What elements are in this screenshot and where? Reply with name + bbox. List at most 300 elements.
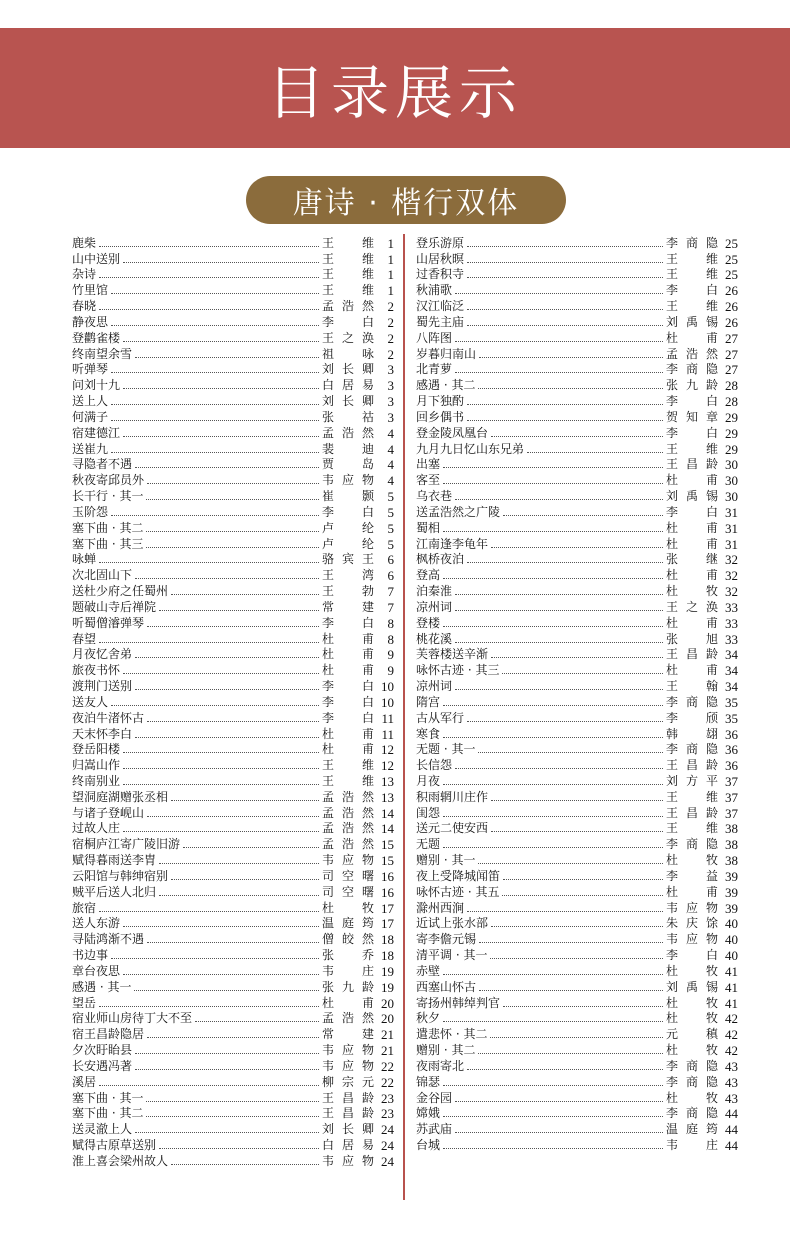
toc-entry-page: 8	[387, 615, 394, 631]
toc-leader-dots	[455, 768, 663, 769]
toc-entry	[72, 757, 394, 773]
toc-leader-dots	[111, 404, 319, 405]
toc-leader-dots	[183, 847, 319, 848]
toc-entry	[72, 377, 394, 393]
toc-entry-author: 王 维	[666, 267, 718, 282]
toc-entry-title: 无题	[416, 837, 441, 852]
toc-entry-page: 34	[725, 679, 738, 695]
toc-entry-page: 1	[387, 235, 394, 251]
toc-entry-title: 无题 · 其一	[416, 742, 476, 757]
toc-entry-title: 何满子	[72, 409, 109, 424]
toc-entry	[72, 441, 394, 457]
toc-entry-author: 王 维	[322, 283, 374, 298]
toc-entry-author: 杜 牧	[666, 1011, 718, 1026]
toc-entry-title: 望岳	[72, 995, 97, 1010]
toc-entry	[72, 520, 394, 536]
toc-entry-title: 清平调 · 其一	[416, 948, 488, 963]
toc-entry-title: 赋得暮雨送李胄	[72, 853, 157, 868]
toc-entry-title: 次北固山下	[72, 568, 133, 583]
toc-entry-page: 31	[725, 520, 738, 536]
column-divider	[403, 234, 405, 1200]
toc-leader-dots	[147, 1037, 319, 1038]
toc-entry-page: 15	[381, 837, 394, 853]
toc-entry-title: 北青萝	[416, 362, 453, 377]
toc-entry-title: 送灵澈上人	[72, 1122, 133, 1137]
toc-entry	[416, 821, 738, 837]
toc-entry-title: 贼平后送人北归	[72, 884, 157, 899]
toc-entry	[416, 852, 738, 868]
toc-entry-author: 韦应物	[322, 1153, 374, 1168]
toc-entry-title: 寻陆鸿渐不遇	[72, 932, 145, 947]
toc-entry-author: 孟浩然	[322, 821, 374, 836]
toc-entry	[72, 1058, 394, 1074]
toc-entry-author: 张 旭	[666, 631, 718, 646]
toc-entry-title: 过香积寺	[416, 267, 465, 282]
toc-entry	[416, 836, 738, 852]
toc-entry-author: 杜 甫	[322, 631, 374, 646]
toc-entry-author: 李 白	[322, 694, 374, 709]
toc-leader-dots	[123, 752, 319, 753]
toc-entry-author: 杜 牧	[666, 995, 718, 1010]
toc-entry-page: 11	[381, 726, 394, 742]
toc-entry	[416, 599, 738, 615]
toc-entry	[416, 805, 738, 821]
toc-entry	[416, 615, 738, 631]
toc-entry-title: 送友人	[72, 694, 109, 709]
toc-entry	[72, 1042, 394, 1058]
toc-entry-title: 赠别 · 其二	[416, 1043, 476, 1058]
toc-entry-title: 长信怨	[416, 758, 453, 773]
toc-entry-page: 26	[725, 299, 738, 315]
toc-leader-dots	[443, 816, 663, 817]
toc-entry-author: 朱庆馀	[666, 916, 718, 931]
toc-entry	[72, 821, 394, 837]
toc-leader-dots	[123, 262, 319, 263]
toc-entry-author: 刘禹锡	[666, 314, 718, 329]
toc-entry-title: 宿王昌龄隐居	[72, 1027, 145, 1042]
toc-leader-dots	[123, 341, 319, 342]
toc-entry-author: 卢 纶	[322, 536, 374, 551]
toc-entry-title: 月夜	[416, 773, 441, 788]
toc-entry-page: 2	[387, 346, 394, 362]
toc-entry-author: 李商隐	[666, 1058, 718, 1073]
toc-entry-author: 骆宾王	[322, 552, 374, 567]
toc-leader-dots	[147, 721, 319, 722]
toc-entry-page: 2	[387, 299, 394, 315]
toc-entry	[72, 916, 394, 932]
toc-leader-dots	[159, 1148, 319, 1149]
toc-entry-author: 韦应物	[322, 1043, 374, 1058]
toc-entry-author: 杜 甫	[322, 726, 374, 741]
toc-entry-author: 王 湾	[322, 568, 374, 583]
toc-entry-page: 18	[381, 948, 394, 964]
toc-entry	[72, 362, 394, 378]
toc-entry-page: 3	[387, 362, 394, 378]
toc-entry-title: 岁暮归南山	[416, 346, 477, 361]
toc-entry-author: 温庭筠	[322, 916, 374, 931]
toc-entry	[72, 1153, 394, 1169]
toc-entry-page: 43	[725, 1090, 738, 1106]
toc-entry	[416, 1042, 738, 1058]
toc-entry-title: 送崔九	[72, 441, 109, 456]
toc-entry-page: 5	[387, 536, 394, 552]
toc-entry-title: 登鹳雀楼	[72, 330, 121, 345]
toc-entry-title: 送元二使安西	[416, 821, 489, 836]
toc-leader-dots	[503, 1006, 663, 1007]
toc-leader-dots	[443, 1148, 663, 1149]
toc-entry-title: 寄李儋元锡	[416, 932, 477, 947]
toc-entry-title: 鹿柴	[72, 235, 97, 250]
toc-leader-dots	[111, 325, 319, 326]
toc-entry-title: 玉阶怨	[72, 504, 109, 519]
toc-entry-author: 王 维	[666, 299, 718, 314]
toc-entry	[72, 1011, 394, 1027]
toc-entry-title: 送孟浩然之广陵	[416, 504, 501, 519]
toc-entry-author: 孟浩然	[322, 805, 374, 820]
toc-entry-author: 张 乔	[322, 948, 374, 963]
toc-entry-author: 韩 翃	[666, 726, 718, 741]
toc-entry-title: 夜上受降城闻笛	[416, 868, 501, 883]
toc-entry	[416, 773, 738, 789]
toc-entry-author: 王昌龄	[666, 647, 718, 662]
toc-entry-author: 李 白	[322, 710, 374, 725]
toc-leader-dots	[123, 784, 319, 785]
toc-entry-author: 杜 牧	[666, 1090, 718, 1105]
toc-entry-page: 39	[725, 868, 738, 884]
toc-entry-author: 王昌龄	[322, 1106, 374, 1121]
toc-entry	[72, 615, 394, 631]
toc-entry-title: 咏怀古迹 · 其三	[416, 663, 500, 678]
toc-entry-page: 6	[387, 568, 394, 584]
toc-entry-title: 登乐游原	[416, 235, 465, 250]
toc-entry-author: 韦 庄	[322, 963, 374, 978]
toc-entry-page: 38	[725, 853, 738, 869]
toc-entry-page: 29	[725, 441, 738, 457]
toc-entry	[72, 931, 394, 947]
toc-entry	[72, 773, 394, 789]
toc-leader-dots	[171, 879, 319, 880]
toc-leader-dots	[455, 689, 663, 690]
toc-entry-author: 杜 牧	[322, 900, 374, 915]
toc-entry-page: 1	[387, 267, 394, 283]
toc-entry	[416, 314, 738, 330]
toc-entry-author: 王之涣	[322, 330, 374, 345]
toc-entry-title: 淮上喜会梁州故人	[72, 1153, 169, 1168]
toc-entry-author: 杜 甫	[666, 568, 718, 583]
toc-entry	[416, 947, 738, 963]
toc-entry	[416, 1090, 738, 1106]
toc-entry-page: 21	[381, 1027, 394, 1043]
toc-entry-author: 李 白	[666, 283, 718, 298]
toc-leader-dots	[135, 1069, 319, 1070]
toc-leader-dots	[146, 547, 319, 548]
toc-entry-author: 李商隐	[666, 742, 718, 757]
toc-entry-page: 6	[387, 552, 394, 568]
toc-entry-author: 李商隐	[666, 837, 718, 852]
toc-entry-page: 12	[381, 742, 394, 758]
toc-entry-author: 韦应物	[322, 1058, 374, 1073]
toc-leader-dots	[99, 246, 319, 247]
toc-leader-dots	[135, 657, 319, 658]
toc-leader-dots	[491, 831, 663, 832]
toc-leader-dots	[467, 721, 663, 722]
toc-entry	[72, 504, 394, 520]
toc-entry-page: 4	[387, 441, 394, 457]
toc-entry	[416, 1026, 738, 1042]
toc-entry	[416, 504, 738, 520]
toc-entry-author: 张九龄	[666, 378, 718, 393]
toc-entry-page: 29	[725, 409, 738, 425]
toc-leader-dots	[491, 436, 663, 437]
toc-entry-page: 3	[387, 378, 394, 394]
toc-entry-author: 王 翰	[666, 679, 718, 694]
toc-entry-author: 贾 岛	[322, 457, 374, 472]
toc-leader-dots	[467, 246, 663, 247]
toc-leader-dots	[455, 642, 663, 643]
toc-leader-dots	[503, 515, 663, 516]
toc-entry	[416, 726, 738, 742]
toc-entry	[72, 805, 394, 821]
toc-entry-title: 凉州词	[416, 679, 453, 694]
toc-entry-page: 25	[725, 235, 738, 251]
toc-leader-dots	[491, 547, 663, 548]
toc-leader-dots	[123, 388, 319, 389]
toc-leader-dots	[99, 562, 319, 563]
toc-entry-title: 夜雨寄北	[416, 1058, 465, 1073]
toc-leader-dots	[135, 467, 319, 468]
toc-leader-dots	[195, 1021, 319, 1022]
toc-entry	[72, 1106, 394, 1122]
toc-entry-author: 常 建	[322, 599, 374, 614]
toc-leader-dots	[146, 499, 319, 500]
toc-leader-dots	[147, 942, 319, 943]
toc-entry	[416, 567, 738, 583]
toc-entry	[416, 1011, 738, 1027]
toc-entry-page: 26	[725, 314, 738, 330]
toc-entry	[72, 631, 394, 647]
toc-entry-page: 36	[725, 726, 738, 742]
toc-leader-dots	[443, 974, 663, 975]
toc-entry-title: 章台夜思	[72, 963, 121, 978]
toc-entry-title: 寒食	[416, 726, 441, 741]
toc-entry-author: 王之涣	[666, 599, 718, 614]
toc-entry-page: 44	[725, 1122, 738, 1138]
toc-entry-author: 刘长卿	[322, 394, 374, 409]
toc-leader-dots	[455, 610, 663, 611]
toc-entry	[416, 757, 738, 773]
toc-entry	[72, 710, 394, 726]
toc-leader-dots	[123, 974, 319, 975]
toc-entry-page: 32	[725, 584, 738, 600]
toc-entry-page: 40	[725, 916, 738, 932]
toc-entry-author: 司空曙	[322, 884, 374, 899]
toc-leader-dots	[527, 452, 663, 453]
toc-entry-title: 塞下曲 · 其二	[72, 1106, 144, 1121]
toc-entry-page: 10	[381, 679, 394, 695]
toc-entry-title: 回乡偶书	[416, 409, 465, 424]
toc-leader-dots	[467, 277, 663, 278]
toc-entry-title: 送人东游	[72, 916, 121, 931]
toc-entry-title: 宿桐庐江寄广陵旧游	[72, 837, 181, 852]
toc-entry-page: 44	[725, 1138, 738, 1154]
toc-leader-dots	[478, 388, 663, 389]
toc-entry	[416, 282, 738, 298]
toc-entry-title: 旅夜书怀	[72, 663, 121, 678]
toc-entry	[416, 884, 738, 900]
toc-entry-page: 12	[381, 758, 394, 774]
toc-entry-page: 33	[725, 631, 738, 647]
toc-entry-author: 贺知章	[666, 409, 718, 424]
toc-entry-page: 23	[381, 1090, 394, 1106]
toc-entry	[72, 963, 394, 979]
toc-leader-dots	[134, 990, 319, 991]
toc-entry-author: 温庭筠	[666, 1122, 718, 1137]
toc-leader-dots	[490, 1037, 663, 1038]
toc-leader-dots	[135, 578, 319, 579]
toc-entry-author: 杜 甫	[666, 663, 718, 678]
toc-entry	[72, 425, 394, 441]
toc-entry	[72, 346, 394, 362]
toc-entry-title: 金谷园	[416, 1090, 453, 1105]
toc-entry-page: 36	[725, 742, 738, 758]
toc-entry	[416, 536, 738, 552]
subtitle-pill	[246, 176, 566, 224]
toc-entry	[72, 298, 394, 314]
toc-entry	[72, 647, 394, 663]
toc-entry-author: 杜 牧	[666, 853, 718, 868]
toc-entry-author: 孟浩然	[322, 789, 374, 804]
toc-leader-dots	[478, 863, 663, 864]
toc-entry-title: 春晓	[72, 299, 97, 314]
toc-entry	[72, 251, 394, 267]
toc-leader-dots	[467, 420, 663, 421]
toc-entry	[72, 488, 394, 504]
toc-entry-title: 芙蓉楼送辛渐	[416, 647, 489, 662]
toc-entry	[416, 916, 738, 932]
toc-leader-dots	[478, 752, 663, 753]
toc-leader-dots	[443, 705, 663, 706]
toc-leader-dots	[491, 657, 663, 658]
toc-entry-title: 感遇 · 其二	[416, 378, 476, 393]
toc-entry-author: 李 白	[322, 314, 374, 329]
toc-entry	[416, 346, 738, 362]
toc-entry	[416, 472, 738, 488]
toc-entry	[72, 947, 394, 963]
toc-leader-dots	[147, 626, 319, 627]
toc-entry-page: 27	[725, 346, 738, 362]
toc-entry-author: 杜 甫	[322, 663, 374, 678]
toc-right-column	[416, 235, 738, 1153]
toc-entry-title: 近试上张水部	[416, 916, 489, 931]
toc-entry-author: 杜 牧	[666, 963, 718, 978]
toc-entry	[416, 662, 738, 678]
toc-entry-author: 李商隐	[666, 694, 718, 709]
toc-entry-author: 孟浩然	[322, 425, 374, 440]
toc-leader-dots	[147, 483, 319, 484]
toc-leader-dots	[135, 357, 319, 358]
toc-entry	[416, 1121, 738, 1137]
toc-entry	[72, 567, 394, 583]
toc-entry-page: 17	[381, 900, 394, 916]
toc-entry-author: 张 继	[666, 552, 718, 567]
toc-entry-author: 韦应物	[666, 932, 718, 947]
toc-leader-dots	[111, 515, 319, 516]
toc-entry-author: 张九龄	[322, 979, 374, 994]
toc-leader-dots	[171, 1164, 319, 1165]
toc-leader-dots	[491, 800, 663, 801]
toc-entry-title: 寻隐者不遇	[72, 457, 133, 472]
toc-entry-page: 37	[725, 773, 738, 789]
toc-leader-dots	[111, 372, 319, 373]
toc-entry-page: 20	[381, 1011, 394, 1027]
toc-entry-page: 13	[381, 789, 394, 805]
toc-entry-page: 41	[725, 979, 738, 995]
toc-entry-author: 杜 甫	[666, 330, 718, 345]
toc-entry-author: 王 维	[666, 251, 718, 266]
toc-entry-page: 3	[387, 409, 394, 425]
toc-leader-dots	[123, 768, 319, 769]
toc-leader-dots	[455, 372, 663, 373]
toc-entry	[416, 409, 738, 425]
toc-entry-author: 杜 甫	[322, 995, 374, 1010]
toc-entry-title: 溪居	[72, 1074, 97, 1089]
toc-entry	[72, 1121, 394, 1137]
toc-entry	[416, 1137, 738, 1153]
toc-entry-author: 韦应物	[322, 853, 374, 868]
toc-leader-dots	[443, 467, 663, 468]
toc-entry-author: 李 白	[666, 504, 718, 519]
toc-entry-author: 王 维	[322, 235, 374, 250]
toc-entry-title: 长干行 · 其一	[72, 489, 144, 504]
toc-entry	[72, 742, 394, 758]
toc-leader-dots	[443, 1085, 663, 1086]
toc-leader-dots	[479, 942, 663, 943]
toc-entry	[72, 552, 394, 568]
toc-entry-page: 31	[725, 504, 738, 520]
toc-entry	[72, 836, 394, 852]
toc-entry-title: 渡荆门送别	[72, 679, 133, 694]
toc-leader-dots	[491, 926, 663, 927]
toc-entry-title: 积雨辋川庄作	[416, 789, 489, 804]
toc-entry-title: 终南别业	[72, 773, 121, 788]
toc-entry-title: 锦瑟	[416, 1074, 441, 1089]
toc-entry-title: 汉江临泛	[416, 299, 465, 314]
toc-entry	[416, 393, 738, 409]
toc-leader-dots	[443, 483, 663, 484]
toc-entry	[72, 726, 394, 742]
toc-entry	[416, 330, 738, 346]
toc-leader-dots	[467, 911, 663, 912]
toc-entry-title: 隋宫	[416, 694, 441, 709]
toc-entry-page: 36	[725, 758, 738, 774]
toc-entry-author: 张 祜	[322, 409, 374, 424]
toc-leader-dots	[455, 1132, 663, 1133]
toc-leader-dots	[159, 610, 319, 611]
toc-entry-page: 32	[725, 552, 738, 568]
toc-entry-page: 30	[725, 489, 738, 505]
toc-entry-title: 八阵图	[416, 330, 453, 345]
toc-entry-page: 39	[725, 900, 738, 916]
toc-entry	[416, 583, 738, 599]
toc-entry-page: 37	[725, 805, 738, 821]
toc-entry-page: 14	[381, 821, 394, 837]
toc-leader-dots	[99, 1006, 319, 1007]
toc-entry-title: 题破山寺后禅院	[72, 599, 157, 614]
toc-entry-page: 21	[381, 1043, 394, 1059]
toc-entry-author: 王昌龄	[666, 457, 718, 472]
subtitle-text: 唐诗 · 楷行双体	[292, 186, 520, 221]
toc-entry-page: 42	[725, 1011, 738, 1027]
